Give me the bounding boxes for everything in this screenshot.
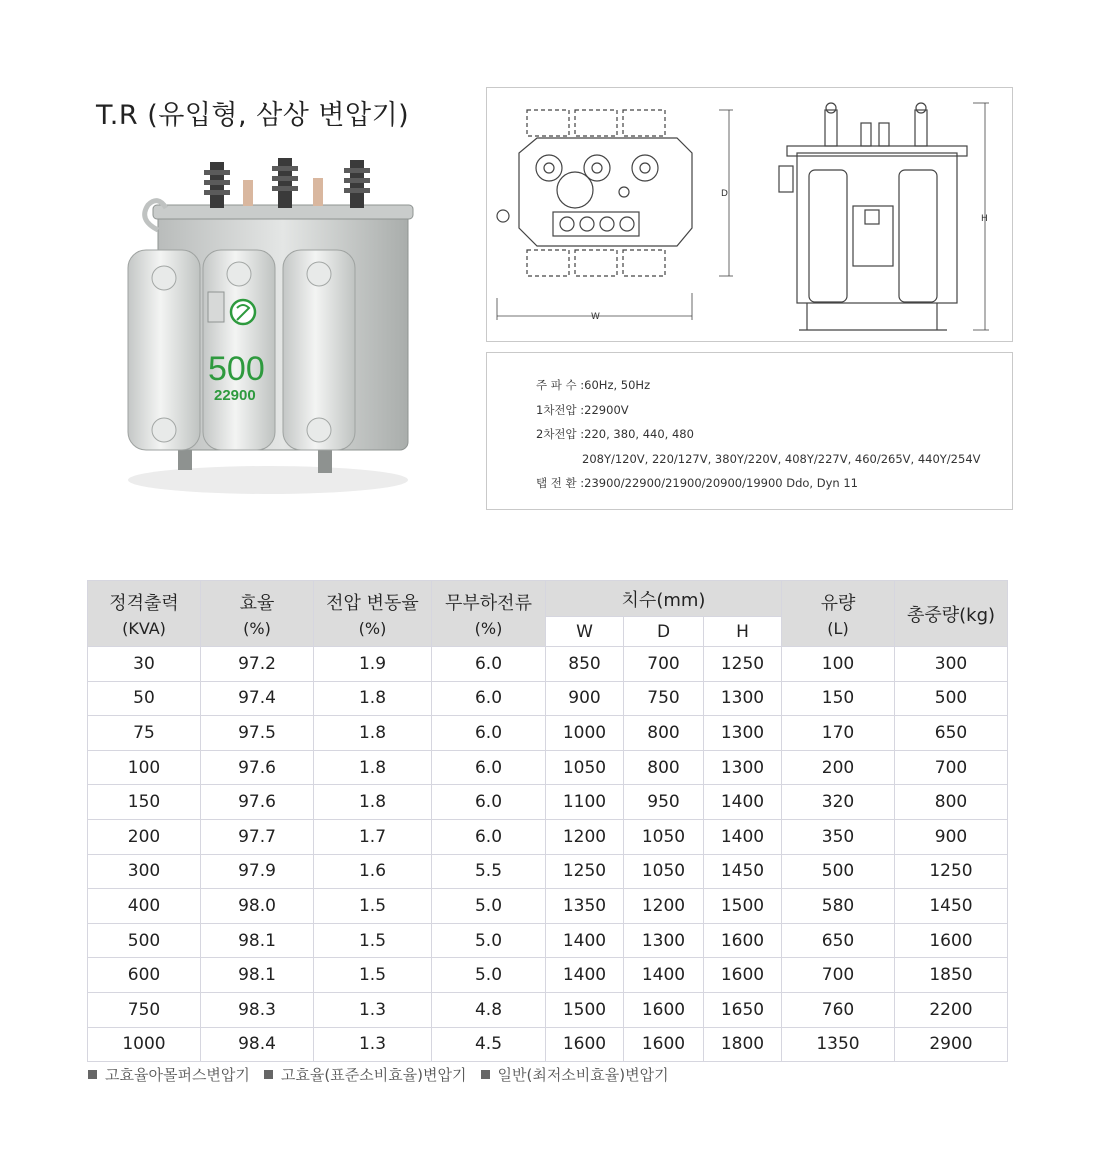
cell-h: 1300 bbox=[704, 716, 782, 751]
table-row bbox=[88, 647, 1008, 682]
cell-regulation: 1.5 bbox=[314, 923, 432, 958]
cell-efficiency: 97.6 bbox=[201, 785, 314, 820]
cell-noload: 5.0 bbox=[432, 889, 546, 924]
cell-w: 1400 bbox=[546, 923, 624, 958]
cell-rating: 150 bbox=[88, 785, 201, 820]
dimension-drawing bbox=[487, 88, 1014, 343]
cell-regulation: 1.3 bbox=[314, 1027, 432, 1062]
cell-weight: 700 bbox=[895, 750, 1008, 785]
cell-regulation: 1.8 bbox=[314, 681, 432, 716]
spec-primary: 1차전압 :22900V bbox=[536, 402, 629, 417]
cell-d: 1200 bbox=[624, 889, 704, 924]
cell-efficiency: 97.4 bbox=[201, 681, 314, 716]
cell-noload: 6.0 bbox=[432, 785, 546, 820]
dim-d-label: D bbox=[721, 189, 728, 199]
header-efficiency: 효율 (%) bbox=[201, 581, 314, 647]
legend-item bbox=[88, 1064, 250, 1085]
spec-table bbox=[87, 580, 1008, 1062]
cell-h: 1250 bbox=[704, 647, 782, 682]
cell-rating: 200 bbox=[88, 819, 201, 854]
cell-noload: 6.0 bbox=[432, 750, 546, 785]
cell-regulation: 1.8 bbox=[314, 785, 432, 820]
cell-efficiency: 98.4 bbox=[201, 1027, 314, 1062]
cell-weight: 2200 bbox=[895, 992, 1008, 1027]
legend-square-icon bbox=[88, 1070, 97, 1079]
cell-rating: 400 bbox=[88, 889, 201, 924]
cell-weight: 800 bbox=[895, 785, 1008, 820]
cell-regulation: 1.7 bbox=[314, 819, 432, 854]
cell-efficiency: 98.3 bbox=[201, 992, 314, 1027]
cell-d: 1600 bbox=[624, 992, 704, 1027]
table-row bbox=[88, 992, 1008, 1027]
cell-h: 1300 bbox=[704, 681, 782, 716]
cell-d: 750 bbox=[624, 681, 704, 716]
cell-weight: 1250 bbox=[895, 854, 1008, 889]
cell-oil: 200 bbox=[782, 750, 895, 785]
cell-h: 1450 bbox=[704, 854, 782, 889]
cell-regulation: 1.9 bbox=[314, 647, 432, 682]
cell-oil: 500 bbox=[782, 854, 895, 889]
table-row bbox=[88, 716, 1008, 751]
cell-h: 1600 bbox=[704, 923, 782, 958]
cell-noload: 5.0 bbox=[432, 923, 546, 958]
cell-weight: 1450 bbox=[895, 889, 1008, 924]
cell-h: 1650 bbox=[704, 992, 782, 1027]
cell-noload: 6.0 bbox=[432, 647, 546, 682]
dim-w-label: W bbox=[591, 312, 600, 322]
cell-efficiency: 97.7 bbox=[201, 819, 314, 854]
table-row bbox=[88, 819, 1008, 854]
dim-h-label: H bbox=[981, 214, 988, 224]
cell-regulation: 1.5 bbox=[314, 889, 432, 924]
header-oil: 유량 (L) bbox=[782, 581, 895, 647]
header-h: H bbox=[704, 617, 782, 647]
rating-label: 500 bbox=[208, 350, 265, 388]
cell-h: 1300 bbox=[704, 750, 782, 785]
table-row bbox=[88, 889, 1008, 924]
cell-oil: 350 bbox=[782, 819, 895, 854]
cell-efficiency: 97.2 bbox=[201, 647, 314, 682]
cell-weight: 300 bbox=[895, 647, 1008, 682]
table-row bbox=[88, 958, 1008, 993]
cell-w: 1500 bbox=[546, 992, 624, 1027]
cell-w: 850 bbox=[546, 647, 624, 682]
cell-efficiency: 98.0 bbox=[201, 889, 314, 924]
cell-rating: 600 bbox=[88, 958, 201, 993]
legend-label: 고효율(표준소비효율)변압기 bbox=[280, 1066, 467, 1084]
cell-efficiency: 97.5 bbox=[201, 716, 314, 751]
cell-regulation: 1.3 bbox=[314, 992, 432, 1027]
legend-square-icon bbox=[264, 1070, 273, 1079]
header-weight: 총중량(kg) bbox=[895, 581, 1008, 647]
table-row bbox=[88, 681, 1008, 716]
cell-d: 800 bbox=[624, 750, 704, 785]
cell-weight: 650 bbox=[895, 716, 1008, 751]
legend-square-icon bbox=[481, 1070, 490, 1079]
cell-regulation: 1.8 bbox=[314, 750, 432, 785]
cell-oil: 320 bbox=[782, 785, 895, 820]
legend bbox=[88, 1064, 669, 1085]
cell-weight: 500 bbox=[895, 681, 1008, 716]
cell-oil: 150 bbox=[782, 681, 895, 716]
cell-rating: 100 bbox=[88, 750, 201, 785]
cell-rating: 300 bbox=[88, 854, 201, 889]
cell-d: 1300 bbox=[624, 923, 704, 958]
cell-d: 1600 bbox=[624, 1027, 704, 1062]
cell-oil: 1350 bbox=[782, 1027, 895, 1062]
cell-efficiency: 98.1 bbox=[201, 923, 314, 958]
cell-rating: 750 bbox=[88, 992, 201, 1027]
cell-w: 1250 bbox=[546, 854, 624, 889]
cell-h: 1500 bbox=[704, 889, 782, 924]
cell-regulation: 1.5 bbox=[314, 958, 432, 993]
spec-tap: 탭 전 환 :23900/22900/21900/20900/19900 Ddo, Dyn 11 bbox=[536, 476, 858, 490]
cell-h: 1400 bbox=[704, 785, 782, 820]
cell-w: 1400 bbox=[546, 958, 624, 993]
header-d: D bbox=[624, 617, 704, 647]
spec-secondary-more: 208Y/120V, 220/127V, 380Y/220V, 408Y/227V, 460/265V, 440Y/254V bbox=[582, 451, 981, 466]
cell-efficiency: 97.6 bbox=[201, 750, 314, 785]
header-dimensions: 치수(mm) bbox=[546, 581, 782, 617]
cell-w: 900 bbox=[546, 681, 624, 716]
cell-oil: 700 bbox=[782, 958, 895, 993]
table-row bbox=[88, 750, 1008, 785]
cell-efficiency: 98.1 bbox=[201, 958, 314, 993]
legend-label: 일반(최저소비효율)변압기 bbox=[497, 1066, 669, 1084]
table-row bbox=[88, 923, 1008, 958]
cell-rating: 75 bbox=[88, 716, 201, 751]
cell-weight: 900 bbox=[895, 819, 1008, 854]
cell-weight: 1600 bbox=[895, 923, 1008, 958]
cell-rating: 500 bbox=[88, 923, 201, 958]
cell-regulation: 1.8 bbox=[314, 716, 432, 751]
cell-oil: 650 bbox=[782, 923, 895, 958]
table-row bbox=[88, 1027, 1008, 1062]
cell-noload: 4.8 bbox=[432, 992, 546, 1027]
header-w: W bbox=[546, 617, 624, 647]
cell-h: 1400 bbox=[704, 819, 782, 854]
spec-panel bbox=[486, 352, 1013, 510]
cell-efficiency: 97.9 bbox=[201, 854, 314, 889]
legend-label: 고효율아몰퍼스변압기 bbox=[105, 1066, 250, 1084]
cell-noload: 6.0 bbox=[432, 819, 546, 854]
cell-oil: 580 bbox=[782, 889, 895, 924]
page-title: T.R (유입형, 삼상 변압기) bbox=[96, 100, 410, 131]
cell-weight: 1850 bbox=[895, 958, 1008, 993]
transformer-photo bbox=[118, 150, 418, 500]
cell-oil: 170 bbox=[782, 716, 895, 751]
table-row bbox=[88, 785, 1008, 820]
legend-item bbox=[481, 1064, 669, 1085]
cell-d: 700 bbox=[624, 647, 704, 682]
spec-secondary: 2차전압 :220, 380, 440, 480 bbox=[536, 427, 694, 441]
cell-noload: 4.5 bbox=[432, 1027, 546, 1062]
cell-w: 1600 bbox=[546, 1027, 624, 1062]
cell-w: 1350 bbox=[546, 889, 624, 924]
cell-noload: 6.0 bbox=[432, 716, 546, 751]
cell-weight: 2900 bbox=[895, 1027, 1008, 1062]
cell-regulation: 1.6 bbox=[314, 854, 432, 889]
cell-d: 950 bbox=[624, 785, 704, 820]
cell-d: 800 bbox=[624, 716, 704, 751]
table-row bbox=[88, 854, 1008, 889]
cell-d: 1050 bbox=[624, 854, 704, 889]
cell-noload: 6.0 bbox=[432, 681, 546, 716]
cell-noload: 5.5 bbox=[432, 854, 546, 889]
cell-rating: 50 bbox=[88, 681, 201, 716]
cell-oil: 760 bbox=[782, 992, 895, 1027]
dimension-drawing-panel bbox=[486, 87, 1013, 342]
cell-d: 1050 bbox=[624, 819, 704, 854]
spec-frequency: 주 파 수 :60Hz, 50Hz bbox=[536, 378, 651, 392]
cell-h: 1600 bbox=[704, 958, 782, 993]
cell-w: 1050 bbox=[546, 750, 624, 785]
legend-item bbox=[264, 1064, 467, 1085]
cell-w: 1000 bbox=[546, 716, 624, 751]
cell-w: 1100 bbox=[546, 785, 624, 820]
voltage-label: 22900 bbox=[214, 387, 256, 404]
cell-oil: 100 bbox=[782, 647, 895, 682]
cell-rating: 1000 bbox=[88, 1027, 201, 1062]
cell-h: 1800 bbox=[704, 1027, 782, 1062]
cell-d: 1400 bbox=[624, 958, 704, 993]
cell-rating: 30 bbox=[88, 647, 201, 682]
cell-w: 1200 bbox=[546, 819, 624, 854]
header-noload-current: 무부하전류 (%) bbox=[432, 581, 546, 647]
header-regulation: 전압 변동율 (%) bbox=[314, 581, 432, 647]
header-rating: 정격출력 (KVA) bbox=[88, 581, 201, 647]
cell-noload: 5.0 bbox=[432, 958, 546, 993]
